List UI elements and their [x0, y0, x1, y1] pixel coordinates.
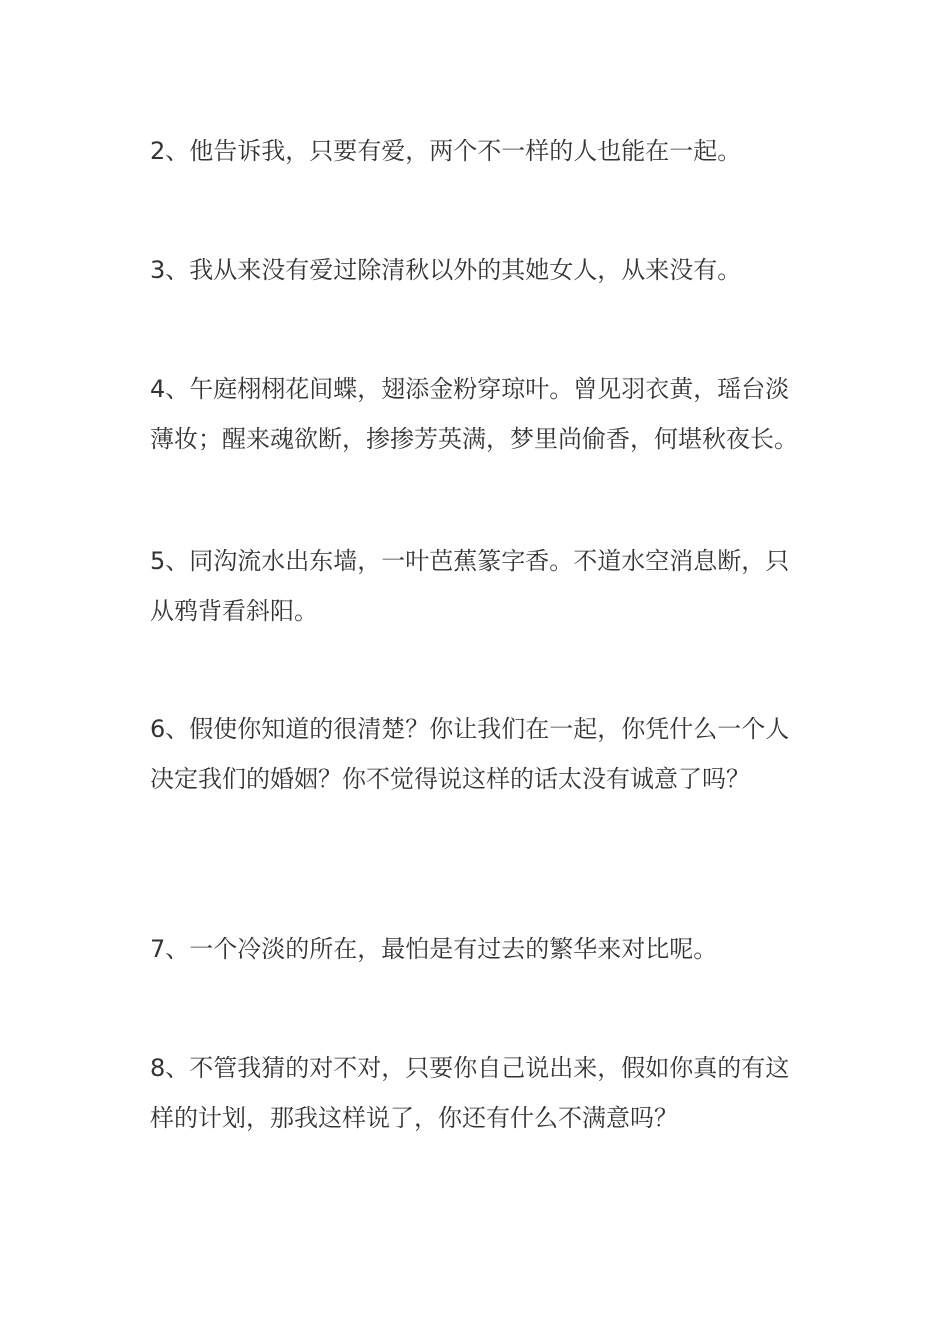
- paragraph-6: 6、假使你知道的很清楚？你让我们在一起，你凭什么一个人决定我们的婚姻？你不觉得说这样的话太没有诚意了吗？: [150, 715, 790, 793]
- paragraph-5: 5、同沟流水出东墙，一叶芭蕉篆字香。不道水空消息断，只从鸦背看斜阳。: [150, 547, 790, 625]
- paragraph-8: 8、不管我猜的对不对，只要你自己说出来，假如你真的有这样的计划，那我这样说了，你还有什么不满意吗？: [150, 1054, 790, 1132]
- paragraph-4: 4、午庭栩栩花间蝶，翅添金粉穿琼叶。曾见羽衣黄，瑶台淡薄妆；醒来魂欲断，掺掺芳英满，梦里尚偷香，何堪秋夜长。: [150, 375, 798, 453]
- paragraph-2: 2、他告诉我，只要有爱，两个不一样的人也能在一起。: [150, 137, 742, 165]
- paragraph-3: 3、我从来没有爱过除清秋以外的其她女人，从来没有。: [150, 256, 742, 284]
- paragraph-7: 7、一个冷淡的所在，最怕是有过去的繁华来对比呢。: [150, 935, 718, 963]
